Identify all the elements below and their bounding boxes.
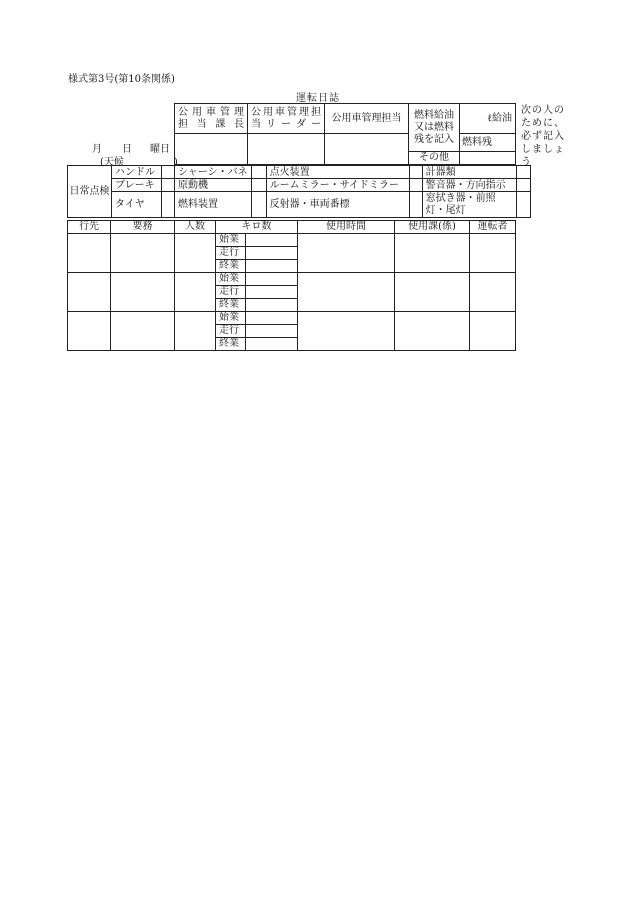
approval-header-staff: 公用車管理担当 bbox=[325, 104, 409, 134]
approval-header-section-chief: 公用車管理 担当課長 bbox=[175, 104, 248, 134]
column-header-kilometers: キロ数 bbox=[216, 221, 298, 234]
approval-table bbox=[174, 103, 516, 165]
driver-field[interactable] bbox=[470, 234, 516, 273]
inspection-item: ルームミラー・サイドミラー bbox=[266, 179, 409, 192]
destination-field[interactable] bbox=[68, 273, 111, 312]
inspection-checkbox[interactable] bbox=[251, 192, 266, 218]
column-header-destination: 行先 bbox=[68, 221, 111, 234]
department-field[interactable] bbox=[395, 273, 470, 312]
km-driven-label: 走行 bbox=[216, 325, 246, 338]
inspection-item: 点火装置 bbox=[266, 166, 409, 179]
inspection-checkbox[interactable] bbox=[251, 179, 266, 192]
driver-field[interactable] bbox=[470, 312, 516, 351]
inspection-item: 警音器・方向指示 bbox=[422, 179, 516, 192]
purpose-field[interactable] bbox=[111, 312, 175, 351]
inspection-checkbox[interactable] bbox=[251, 166, 266, 179]
approval-stamp-leader[interactable] bbox=[248, 134, 325, 165]
destination-field[interactable] bbox=[68, 312, 111, 351]
persons-field[interactable] bbox=[175, 273, 216, 312]
persons-field[interactable] bbox=[175, 234, 216, 273]
destination-field[interactable] bbox=[68, 234, 111, 273]
inspection-item: 燃料装置 bbox=[175, 192, 252, 218]
other-field[interactable] bbox=[460, 152, 516, 165]
inspection-checkbox[interactable] bbox=[516, 192, 530, 218]
weather-field[interactable]: (天候 ) bbox=[100, 157, 178, 168]
approval-stamp-section-chief[interactable] bbox=[175, 134, 248, 165]
km-start-field[interactable] bbox=[246, 273, 298, 286]
inspection-item: 計器類 bbox=[422, 166, 516, 179]
column-header-department: 使用課(係) bbox=[395, 221, 470, 234]
km-driven-field[interactable] bbox=[246, 247, 298, 260]
inspection-checkbox[interactable] bbox=[162, 179, 175, 192]
km-end-field[interactable] bbox=[246, 260, 298, 273]
column-header-purpose: 要務 bbox=[111, 221, 175, 234]
inspection-checkbox[interactable] bbox=[516, 179, 530, 192]
inspection-checkbox[interactable] bbox=[409, 192, 422, 218]
fuel-remaining-field[interactable]: 燃料残 bbox=[460, 134, 516, 152]
inspection-checkbox[interactable] bbox=[516, 166, 530, 179]
side-note: 次の人のために、必ず記入しましょう bbox=[521, 105, 565, 168]
km-end-label: 終業 bbox=[216, 338, 246, 351]
inspection-label: 日常点検 bbox=[68, 166, 112, 218]
form-number: 様式第3号(第10条関係) bbox=[68, 74, 175, 85]
inspection-item: シャーシ・バネ bbox=[175, 166, 252, 179]
column-header-driver: 運転者 bbox=[470, 221, 516, 234]
km-driven-field[interactable] bbox=[246, 325, 298, 338]
km-end-label: 終業 bbox=[216, 260, 246, 273]
inspection-item: 原動機 bbox=[175, 179, 252, 192]
km-driven-field[interactable] bbox=[246, 286, 298, 299]
time-field[interactable] bbox=[298, 273, 395, 312]
inspection-checkbox[interactable] bbox=[162, 192, 175, 218]
km-end-label: 終業 bbox=[216, 299, 246, 312]
inspection-checkbox[interactable] bbox=[409, 166, 422, 179]
inspection-item: ブレーキ bbox=[112, 179, 162, 192]
km-start-label: 始業 bbox=[216, 312, 246, 325]
km-start-field[interactable] bbox=[246, 312, 298, 325]
inspection-checkbox[interactable] bbox=[162, 166, 175, 179]
purpose-field[interactable] bbox=[111, 273, 175, 312]
department-field[interactable] bbox=[395, 312, 470, 351]
km-driven-label: 走行 bbox=[216, 286, 246, 299]
fuel-label: 燃料給油 又は燃料 残を記入 bbox=[409, 104, 460, 152]
approval-header-leader: 公用車管理担 当リーダー bbox=[248, 104, 325, 134]
driver-field[interactable] bbox=[470, 273, 516, 312]
inspection-item: 窓拭き器・前照灯・尾灯 bbox=[422, 192, 516, 218]
time-field[interactable] bbox=[298, 312, 395, 351]
inspection-item: 反射器・車両番標 bbox=[266, 192, 409, 218]
day-label: 日 bbox=[122, 144, 132, 155]
km-start-label: 始業 bbox=[216, 234, 246, 247]
purpose-field[interactable] bbox=[111, 234, 175, 273]
month-label: 月 bbox=[92, 144, 102, 155]
km-end-field[interactable] bbox=[246, 299, 298, 312]
weekday-label: 曜日 bbox=[150, 144, 170, 155]
fuel-refill-field[interactable]: ℓ給油 bbox=[460, 104, 516, 134]
department-field[interactable] bbox=[395, 234, 470, 273]
km-end-field[interactable] bbox=[246, 338, 298, 351]
km-start-label: 始業 bbox=[216, 273, 246, 286]
inspection-item: ハンドル bbox=[112, 166, 162, 179]
inspection-checkbox[interactable] bbox=[409, 179, 422, 192]
inspection-table bbox=[67, 165, 531, 218]
persons-field[interactable] bbox=[175, 312, 216, 351]
column-header-time: 使用時間 bbox=[298, 221, 395, 234]
time-field[interactable] bbox=[298, 234, 395, 273]
document-title: 運転日誌 bbox=[296, 93, 340, 104]
column-header-persons: 人数 bbox=[175, 221, 216, 234]
km-driven-label: 走行 bbox=[216, 247, 246, 260]
km-start-field[interactable] bbox=[246, 234, 298, 247]
driving-log-table bbox=[67, 220, 516, 351]
inspection-item: タイヤ bbox=[112, 192, 162, 218]
approval-stamp-staff[interactable] bbox=[325, 134, 409, 165]
other-label: その他 bbox=[409, 152, 460, 165]
